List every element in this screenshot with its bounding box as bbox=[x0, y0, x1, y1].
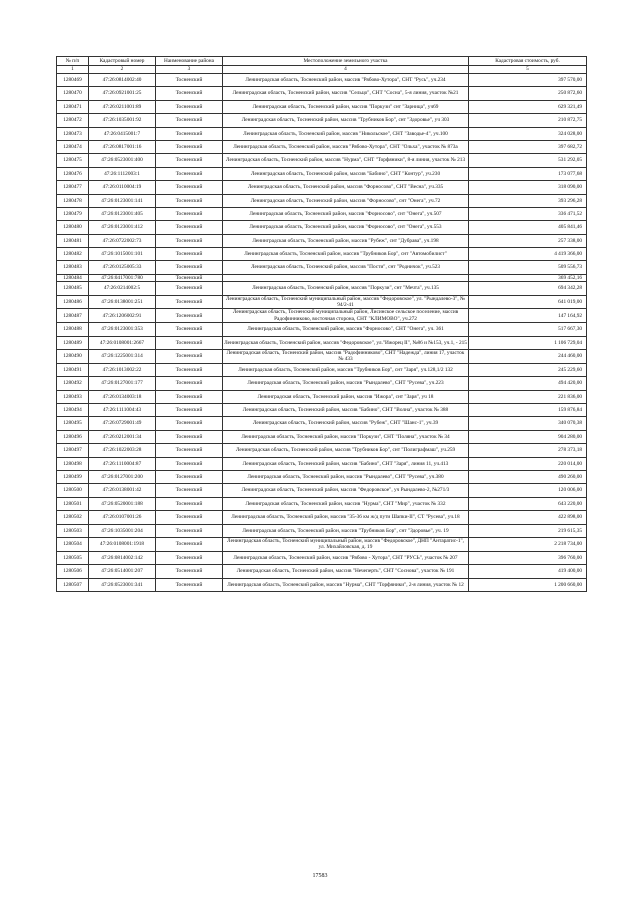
district-name: Тосненский bbox=[156, 390, 223, 403]
cadastral-value: 694 342,28 bbox=[469, 282, 587, 295]
cadastral-number: 47:26:0123001:412 bbox=[89, 221, 156, 234]
cadastral-value: 340 070,38 bbox=[469, 417, 587, 430]
location: Ленинградская область, Тосненский район, массив "Радофинниково", СНТ "Надежда", линия 17, участок № 433 bbox=[223, 350, 469, 364]
district-name: Тосненский bbox=[156, 114, 223, 127]
page-number: 17583 bbox=[312, 873, 328, 879]
location: Ленинградская область, Тосненский район, массив "Бабино", СНТ "Волна", участок № 388 bbox=[223, 404, 469, 417]
row-index: 1280505 bbox=[57, 551, 89, 564]
table-row bbox=[57, 377, 587, 390]
row-index: 1280486 bbox=[57, 295, 89, 309]
cadastral-number: 47:26:0417001:780 bbox=[89, 274, 156, 281]
row-index: 1280470 bbox=[57, 87, 89, 100]
table-row bbox=[57, 565, 587, 578]
cadastral-value: 336 471,52 bbox=[469, 207, 587, 220]
cadastral-number: 47:26:0523001:400 bbox=[89, 154, 156, 167]
location: Ленинградская область, Тосненский район, массив "Федоровское", уч Рындалево-2, №271/3 bbox=[223, 484, 469, 497]
cadastral-number: 47:26:1013002:22 bbox=[89, 363, 156, 376]
district-name: Тосненский bbox=[156, 444, 223, 457]
row-index: 1280489 bbox=[57, 336, 89, 349]
location: Ленинградская область, Тосненский муниципальный район, массив "Федоровское", ул. "Рындалево-3", № 94/2-41 bbox=[223, 295, 469, 309]
table-row bbox=[57, 309, 587, 323]
cadastral-value: 422 898,00 bbox=[469, 511, 587, 524]
location: Ленинградская область, Тосненский район, массив "Рябово - Хутора", СНТ "РУСЬ", участок № 207 bbox=[223, 551, 469, 564]
cadastral-number: 47:26:0123001:141 bbox=[89, 194, 156, 207]
cadastral-number: 47:26:1111004:43 bbox=[89, 404, 156, 417]
row-index: 1280473 bbox=[57, 127, 89, 140]
district-name: Тосненский bbox=[156, 248, 223, 261]
location: Ленинградская область, Тосненский район, массив "Никольское", СНТ "Заводье-4", уч.100 bbox=[223, 127, 469, 140]
location: Ленинградская область, Тосненский район, массив "Рындалево", СНТ "Русева", уч.223 bbox=[223, 377, 469, 390]
header-cadastral-value: Кадастровая стоимость, руб. bbox=[469, 57, 587, 66]
cadastral-value: 318 090,00 bbox=[469, 181, 587, 194]
column-number: 2 bbox=[89, 66, 156, 74]
cadastral-number: 47:26:0514001:207 bbox=[89, 565, 156, 578]
district-name: Тосненский bbox=[156, 207, 223, 220]
district-name: Тосненский bbox=[156, 404, 223, 417]
district-name: Тосненский bbox=[156, 336, 223, 349]
table-row bbox=[57, 497, 587, 510]
table-row bbox=[57, 404, 587, 417]
district-name: Тосненский bbox=[156, 323, 223, 336]
cadastral-number: 47:26:0107001:26 bbox=[89, 511, 156, 524]
district-name: Тосненский bbox=[156, 221, 223, 234]
location: Ленинградская область, Тосненский район, массив "Форносово", СНТ "Весна", уч.335 bbox=[223, 181, 469, 194]
district-name: Тосненский bbox=[156, 282, 223, 295]
location: Ленинградская область, Тосненский муниципальный район, массив "Федоровское", ДНП "Антаратис-1", ул. Михайловская, д. 19 bbox=[223, 537, 469, 551]
district-name: Тосненский bbox=[156, 127, 223, 140]
location: Ленинградская область, Тосненский район, массив "Нурма", СНТ "Мир", участок № 332 bbox=[223, 497, 469, 510]
row-index: 1280497 bbox=[57, 444, 89, 457]
column-number-row bbox=[57, 66, 587, 74]
row-index: 1280506 bbox=[57, 565, 89, 578]
cadastral-value: 405 841,46 bbox=[469, 221, 587, 234]
cadastral-value: 629 321,49 bbox=[469, 100, 587, 113]
table-row bbox=[57, 207, 587, 220]
cadastral-value: 210 872,75 bbox=[469, 114, 587, 127]
cadastral-value: 904 280,00 bbox=[469, 430, 587, 443]
district-name: Тосненский bbox=[156, 551, 223, 564]
row-index: 1280495 bbox=[57, 417, 89, 430]
cadastral-value: 220 014,00 bbox=[469, 457, 587, 470]
row-index: 1280500 bbox=[57, 484, 89, 497]
cadastral-number: 47:26:0134003:18 bbox=[89, 390, 156, 403]
location: Ленинградская область, Тосненский район, массив "Поркузи" снт "Зарница", уч69 bbox=[223, 100, 469, 113]
row-index: 1280469 bbox=[57, 74, 89, 87]
district-name: Тосненский bbox=[156, 100, 223, 113]
cadastral-number: 47:26:0127001:177 bbox=[89, 377, 156, 390]
row-index: 1280477 bbox=[57, 181, 89, 194]
district-name: Тосненский bbox=[156, 261, 223, 274]
cadastral-number: 47:26:0123001:405 bbox=[89, 207, 156, 220]
table-row bbox=[57, 551, 587, 564]
location: Ленинградская область, Тосненский район, массив "Нурма", СНТ "Торфяники", 8-я линия, участок № 213 bbox=[223, 154, 469, 167]
table-row bbox=[57, 390, 587, 403]
cadastral-table-container bbox=[56, 56, 586, 592]
table-row bbox=[57, 140, 587, 153]
district-name: Тосненский bbox=[156, 524, 223, 537]
table-row bbox=[57, 524, 587, 537]
table-row bbox=[57, 167, 587, 180]
location: Ленинградская область, Тосненский район, массив "Рябово-Хутора", СНТ "Ольха", участок № 873а bbox=[223, 140, 469, 153]
row-index: 1280491 bbox=[57, 363, 89, 376]
cadastral-value: 173 077,68 bbox=[469, 167, 587, 180]
table-row bbox=[57, 154, 587, 167]
row-index: 1280502 bbox=[57, 511, 89, 524]
cadastral-value: 393 296,28 bbox=[469, 194, 587, 207]
cadastral-number: 47:26:0520001:188 bbox=[89, 497, 156, 510]
row-index: 1280471 bbox=[57, 100, 89, 113]
cadastral-value: 221 836,00 bbox=[469, 390, 587, 403]
row-index: 1280484 bbox=[57, 274, 89, 281]
cadastral-number: 47:26:0523001:341 bbox=[89, 578, 156, 591]
header-index: № п/п bbox=[57, 57, 89, 66]
district-name: Тосненский bbox=[156, 87, 223, 100]
table-row bbox=[57, 578, 587, 591]
cadastral-value: 324 028,00 bbox=[469, 127, 587, 140]
cadastral-number: 47:26:1110004:87 bbox=[89, 457, 156, 470]
row-index: 1280503 bbox=[57, 524, 89, 537]
table-row bbox=[57, 282, 587, 295]
cadastral-number: 47:26:0921001:25 bbox=[89, 87, 156, 100]
location: Ленинградская область, Тосненский район, массив "Нурма", СНТ "Торфяники", 2-я линия, участок № 12 bbox=[223, 578, 469, 591]
header-district: Наименование района bbox=[156, 57, 223, 66]
location: Ленинградская область, Тосненский район, массив "Сельцо", СНТ "Сосна", 5-я линия, участок №21 bbox=[223, 87, 469, 100]
district-name: Тосненский bbox=[156, 350, 223, 364]
cadastral-number: 47:26:0214002:5 bbox=[89, 282, 156, 295]
cadastral-number: 47:26:0110004:19 bbox=[89, 181, 156, 194]
table-row bbox=[57, 511, 587, 524]
table-row bbox=[57, 471, 587, 484]
district-name: Тосненский bbox=[156, 484, 223, 497]
district-name: Тосненский bbox=[156, 154, 223, 167]
cadastral-number: 47:26:0814002:142 bbox=[89, 551, 156, 564]
location: Ленинградская область, Тосненский район, массив "Бабино", СНТ "Заря", линия 11, уч.413 bbox=[223, 457, 469, 470]
table-row bbox=[57, 350, 587, 364]
table-row bbox=[57, 100, 587, 113]
cadastral-value: 531 292,05 bbox=[469, 154, 587, 167]
cadastral-number: 47:26:1015001:101 bbox=[89, 248, 156, 261]
district-name: Тосненский bbox=[156, 181, 223, 194]
district-name: Тосненский bbox=[156, 377, 223, 390]
cadastral-value: 396 760,00 bbox=[469, 551, 587, 564]
cadastral-value: 397 682,72 bbox=[469, 140, 587, 153]
district-name: Тосненский bbox=[156, 457, 223, 470]
location bbox=[223, 274, 469, 281]
cadastral-number: 47:26:0212001:34 bbox=[89, 430, 156, 443]
location: Ленинградская область, Тосненский район, массив "Форносово", снт "Онега", уч.507 bbox=[223, 207, 469, 220]
district-name: Тосненский bbox=[156, 194, 223, 207]
cadastral-number: 47:26:0138001:251 bbox=[89, 295, 156, 309]
district-name: Тосненский bbox=[156, 295, 223, 309]
row-index: 1280488 bbox=[57, 323, 89, 336]
district-name: Тосненский bbox=[156, 417, 223, 430]
row-index: 1280474 bbox=[57, 140, 89, 153]
location: Ленинградская область, Тосненский район, массив "35-36 км ж/д пути Шапки-II", СТ "Русева", уч.18 bbox=[223, 511, 469, 524]
district-name: Тосненский bbox=[156, 140, 223, 153]
cadastral-number: 47:26:0108001:2667 bbox=[89, 336, 156, 349]
row-index: 1280487 bbox=[57, 309, 89, 323]
cadastral-number: 47:26:0123001:353 bbox=[89, 323, 156, 336]
row-index: 1280481 bbox=[57, 234, 89, 247]
cadastral-number: 47:26:0127001:200 bbox=[89, 471, 156, 484]
header-cadastral-number: Кадастровый номер bbox=[89, 57, 156, 66]
district-name: Тосненский bbox=[156, 471, 223, 484]
table-row bbox=[57, 114, 587, 127]
location: Ленинградская область, Тосненский район, массив "Поркузи", снт "Мечта", уч.135 bbox=[223, 282, 469, 295]
location: Ленинградская область, Тосненский район, массив "Трубников Бор", снт "Заря", уч.128,1/2 132 bbox=[223, 363, 469, 376]
cadastral-value: 490 260,00 bbox=[469, 471, 587, 484]
row-index: 1280493 bbox=[57, 390, 89, 403]
location: Ленинградская область, Тосненский район, массив "Форносово", снт "Онега", уч.72 bbox=[223, 194, 469, 207]
row-index: 1280504 bbox=[57, 537, 89, 551]
table-header-row bbox=[57, 57, 587, 66]
table-row bbox=[57, 248, 587, 261]
district-name: Тосненский bbox=[156, 430, 223, 443]
row-index: 1280483 bbox=[57, 261, 89, 274]
cadastral-value: 159 876,84 bbox=[469, 404, 587, 417]
row-index: 1280478 bbox=[57, 194, 89, 207]
row-index: 1280485 bbox=[57, 282, 89, 295]
table-row bbox=[57, 234, 587, 247]
column-number: 1 bbox=[57, 66, 89, 74]
cadastral-value: 245 229,60 bbox=[469, 363, 587, 376]
district-name: Тосненский bbox=[156, 74, 223, 87]
cadastral-value: 244 460,00 bbox=[469, 350, 587, 364]
location: Ленинградская область, Тосненский район, массив "Ижора", снт "Заря", уч 18 bbox=[223, 390, 469, 403]
location: Ленинградская область, Тосненский район, массив "Трубников Бор", снт "Полиграфмаш", уч.259 bbox=[223, 444, 469, 457]
table-row bbox=[57, 323, 587, 336]
cadastral-number: 47:26:1225001:314 bbox=[89, 350, 156, 364]
district-name: Тосненский bbox=[156, 511, 223, 524]
cadastral-number: 47:26:0814002:40 bbox=[89, 74, 156, 87]
row-index: 1280479 bbox=[57, 207, 89, 220]
table-row bbox=[57, 295, 587, 309]
cadastral-number: 47:26:0108001:1918 bbox=[89, 537, 156, 551]
district-name: Тосненский bbox=[156, 497, 223, 510]
table-row bbox=[57, 261, 587, 274]
location: Ленинградская область, Тосненский район, массив "Бабино", СНТ "Контур", уч.230 bbox=[223, 167, 469, 180]
cadastral-number: 47:26:0817001:16 bbox=[89, 140, 156, 153]
location: Ленинградская область, Тосненский район, массив "Форносово", СНТ "Онега", уч. 361 bbox=[223, 323, 469, 336]
cadastral-number: 47:26:1022003:28 bbox=[89, 444, 156, 457]
location: Ленинградская область, Тосненский район, массив "Трубников Бор", снт "Здоровье", уч 303 bbox=[223, 114, 469, 127]
table-row bbox=[57, 274, 587, 281]
location: Ленинградская область, Тосненский район, массив "Рябово-Хутора", СНТ "Русь", уч.234 bbox=[223, 74, 469, 87]
cadastral-number: 47:26:1035001:92 bbox=[89, 114, 156, 127]
row-index: 1280501 bbox=[57, 497, 89, 510]
row-index: 1280494 bbox=[57, 404, 89, 417]
cadastral-number: 47:26:1112003:1 bbox=[89, 167, 156, 180]
row-index: 1280480 bbox=[57, 221, 89, 234]
column-number: 3 bbox=[156, 66, 223, 74]
cadastral-number: 47:26:1035001:204 bbox=[89, 524, 156, 537]
row-index: 1280507 bbox=[57, 578, 89, 591]
cadastral-value: 1 200 660,00 bbox=[469, 578, 587, 591]
table-body bbox=[57, 74, 587, 592]
table-row bbox=[57, 457, 587, 470]
cadastral-value: 643 220,00 bbox=[469, 497, 587, 510]
cadastral-number: 47:26:0138001:42 bbox=[89, 484, 156, 497]
cadastral-number: 47:26:0729001:49 bbox=[89, 417, 156, 430]
cadastral-value: 509 556,73 bbox=[469, 261, 587, 274]
row-index: 1280475 bbox=[57, 154, 89, 167]
district-name: Тосненский bbox=[156, 363, 223, 376]
table-row bbox=[57, 484, 587, 497]
cadastral-value: 419 400,00 bbox=[469, 565, 587, 578]
location: Ленинградская область, Тосненский район, массив "Рубеж", снт "Дубрава", уч.198 bbox=[223, 234, 469, 247]
row-index: 1280496 bbox=[57, 430, 89, 443]
cadastral-value: 147 164,92 bbox=[469, 309, 587, 323]
district-name: Тосненский bbox=[156, 537, 223, 551]
row-index: 1280482 bbox=[57, 248, 89, 261]
location: Ленинградская область, Тосненский район, массив "Поркузи", СНТ "Поляна", участок № 34 bbox=[223, 430, 469, 443]
table-row bbox=[57, 221, 587, 234]
cadastral-value: 278 373,18 bbox=[469, 444, 587, 457]
row-index: 1280472 bbox=[57, 114, 89, 127]
cadastral-number: 47:26:0211001:89 bbox=[89, 100, 156, 113]
table-row bbox=[57, 537, 587, 551]
row-index: 1280498 bbox=[57, 457, 89, 470]
table-row bbox=[57, 127, 587, 140]
location: Ленинградская область, Тосненский район, массив "Рындалево", СНТ "Русева", уч.380 bbox=[223, 471, 469, 484]
row-index: 1280499 bbox=[57, 471, 89, 484]
header-location: Местоположение земельного участка bbox=[223, 57, 469, 66]
cadastral-value: 250 872,60 bbox=[469, 87, 587, 100]
table-row bbox=[57, 194, 587, 207]
location: Ленинградская область, Тосненский район, массив "Трубников Бор", снт "Автомобилист" bbox=[223, 248, 469, 261]
table-row bbox=[57, 74, 587, 87]
location: Ленинградская область, Тосненский муниципальный район, Лисинское сельское поселение, массив Радофинниково, восточная сторона, СНТ "КЛИМОВО", уч.272 bbox=[223, 309, 469, 323]
cadastral-value: 517 667,30 bbox=[469, 323, 587, 336]
district-name: Тосненский bbox=[156, 234, 223, 247]
table-row bbox=[57, 430, 587, 443]
cadastral-number: 47:26:0415001:7 bbox=[89, 127, 156, 140]
table-row bbox=[57, 181, 587, 194]
table-row bbox=[57, 444, 587, 457]
location: Ленинградская область, Тосненский район, массив "Трубников Бор", снт "Здоровье", уч. 19 bbox=[223, 524, 469, 537]
column-number: 5 bbox=[469, 66, 587, 74]
cadastral-value: 369 452,16 bbox=[469, 274, 587, 281]
cadastral-value: 397 570,00 bbox=[469, 74, 587, 87]
table-row bbox=[57, 336, 587, 349]
district-name: Тосненский bbox=[156, 309, 223, 323]
location: Ленинградская область, Тосненский район, массив "Федоровское", ул."Ижорец II", №86 и №153, уч.1, - 215 bbox=[223, 336, 469, 349]
cadastral-value: 494 420,00 bbox=[469, 377, 587, 390]
cadastral-value: 219 615,35 bbox=[469, 524, 587, 537]
cadastral-number: 47:26:1206002:91 bbox=[89, 309, 156, 323]
district-name: Тосненский bbox=[156, 578, 223, 591]
table-row bbox=[57, 417, 587, 430]
cadastral-value: 1 106 729,04 bbox=[469, 336, 587, 349]
location: Ленинградская область, Тосненский район, массив "Форносово", снт "Онега", уч.553 bbox=[223, 221, 469, 234]
row-index: 1280492 bbox=[57, 377, 89, 390]
cadastral-value: 257 338,00 bbox=[469, 234, 587, 247]
district-name: Тосненский bbox=[156, 274, 223, 281]
district-name: Тосненский bbox=[156, 565, 223, 578]
row-index: 1280476 bbox=[57, 167, 89, 180]
cadastral-value: 4 419 366,00 bbox=[469, 248, 587, 261]
column-number: 4 bbox=[223, 66, 469, 74]
cadastral-value-table bbox=[56, 56, 587, 592]
row-index: 1280490 bbox=[57, 350, 89, 364]
cadastral-value: 120 006,00 bbox=[469, 484, 587, 497]
cadastral-number: 47:26:0125005:33 bbox=[89, 261, 156, 274]
location: Ленинградская область, Тосненский район, массив "Нечеперть", СНТ "Соснова", участок № 191 bbox=[223, 565, 469, 578]
table-row bbox=[57, 363, 587, 376]
cadastral-value: 2 218 734,00 bbox=[469, 537, 587, 551]
district-name: Тосненский bbox=[156, 167, 223, 180]
cadastral-value: 641 019,00 bbox=[469, 295, 587, 309]
table-row bbox=[57, 87, 587, 100]
location: Ленинградская область, Тосненский район, массив "Пости", снт "Родничок", уч.523 bbox=[223, 261, 469, 274]
cadastral-number: 47:26:0722002:73 bbox=[89, 234, 156, 247]
location: Ленинградская область, Тосненский район, массив "Рубеж", СНТ "Шанс-1", уч.39 bbox=[223, 417, 469, 430]
